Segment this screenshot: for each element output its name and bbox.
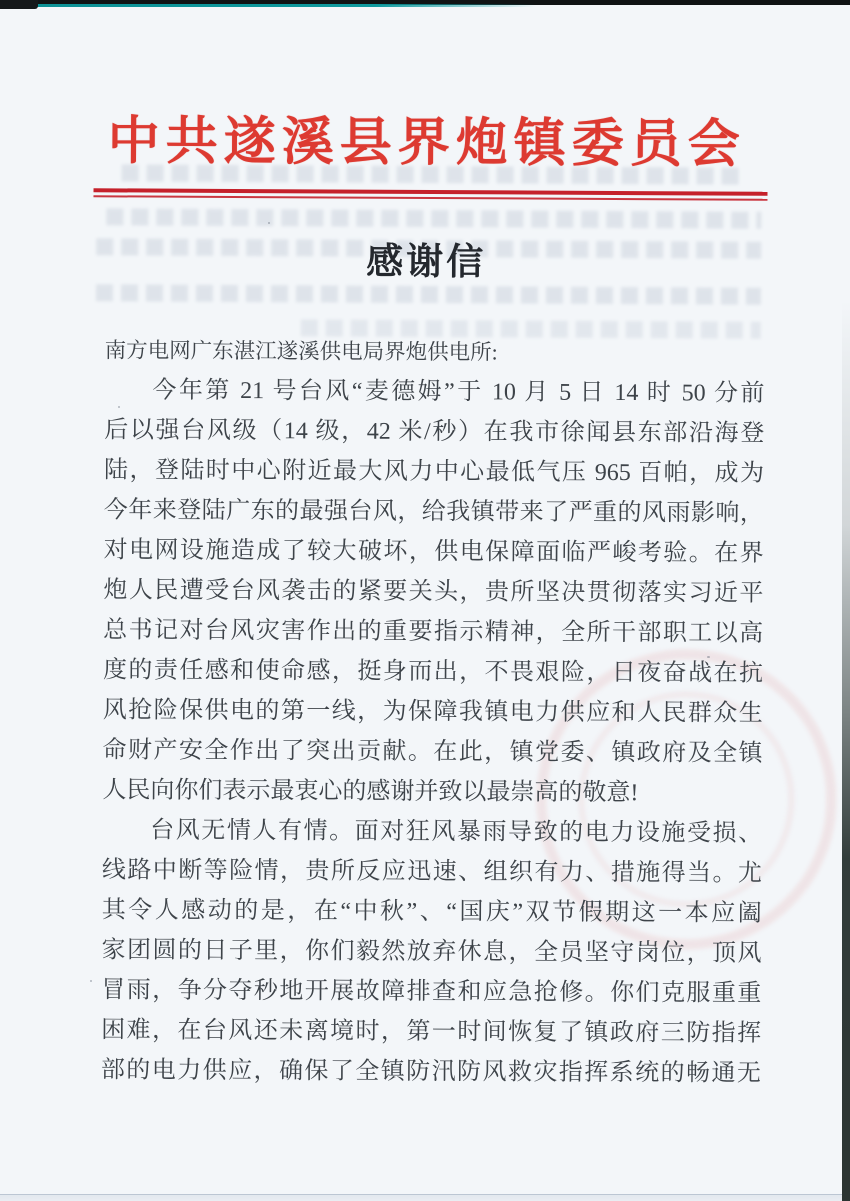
body-text-line: 风抢险保供电的第一线，为保障我镇电力供应和人民群众生: [102, 697, 763, 727]
body-text-line: 部的电力供应，确保了全镇防汛防风救灾指挥系统的畅通无: [100, 1057, 761, 1087]
scanner-top-left-mark: [0, 0, 38, 9]
body-text-line: 困难，在台风还未离境时，第一时间恢复了镇政府三防指挥: [101, 1017, 762, 1047]
body-text-line: 南方电网广东湛江遂溪供电局界炮供电所:: [104, 338, 498, 365]
body-text-line: 陆，登陆时中心附近最大风力中心最低气压 965 百帕，成为: [103, 457, 765, 487]
rule-thick-line: [94, 188, 768, 196]
ghost-text-bleedthrough: [96, 284, 761, 304]
body-text-line: 今年来登陆广东的最强台风，给我镇带来了严重的风雨影响，: [103, 497, 764, 527]
rule-thin-line: [93, 195, 767, 201]
letter-title: 感谢信: [366, 241, 487, 284]
body-text-line: 对电网设施造成了较大破坏，供电保障面临严峻考验。在界: [103, 537, 764, 567]
body-text-line: 总书记对台风灾害作出的重要指示精神，全所干部职工以高: [103, 617, 764, 647]
letter-body: [101, 330, 765, 1093]
body-text-line: 人民向你们表示最衷心的感谢并致以最崇高的敬意!: [102, 777, 639, 807]
scanner-top-teal-line: [0, 4, 536, 7]
ghost-text-bleedthrough: [106, 208, 761, 228]
body-text-line: 其令人感动的是，在“中秋”、“国庆”双节假期这一本应阖: [101, 897, 762, 927]
scan-speck: [707, 656, 710, 658]
body-text-line: 线路中断等险情，贵所反应迅速、组织有力、措施得当。尤: [101, 857, 763, 887]
scan-speck: [118, 406, 120, 408]
scan-speck: [90, 980, 92, 982]
body-text-line: 度的责任感和使命感，挺身而出，不畏艰险，日夜奋战在抗: [102, 657, 764, 687]
scanner-bottom-edge: [0, 1194, 850, 1201]
body-text-line: 今年第 21 号台风“麦德姆”于 10 月 5 日 14 时 50 分前: [152, 377, 765, 407]
body-text-line: 炮人民遭受台风袭击的紧要关头，贵所坚决贯彻落实习近平: [103, 577, 764, 607]
body-text-line: 后以强台风级（14 级，42 米/秒）在我市徐闻县东部沿海登: [104, 417, 765, 447]
body-text-line: 命财产安全作出了突出贡献。在此，镇党委、镇政府及全镇: [102, 737, 763, 767]
scanner-right-edge: [842, 300, 850, 1201]
body-text-line: 台风无情人有情。面对狂风暴雨导致的电力设施受损、: [150, 817, 763, 847]
body-text-line: 冒雨，争分夺秒地开展故障排查和应急抢修。你们克服重重: [101, 977, 762, 1007]
letterhead-organization-title: 中共遂溪县界炮镇委员会: [107, 113, 746, 174]
scan-speck: [268, 222, 270, 224]
letterhead-double-rule: [93, 188, 767, 201]
body-text-line: 家团圆的日子里，你们毅然放弃休息，全员坚守岗位，顶风: [101, 937, 762, 967]
